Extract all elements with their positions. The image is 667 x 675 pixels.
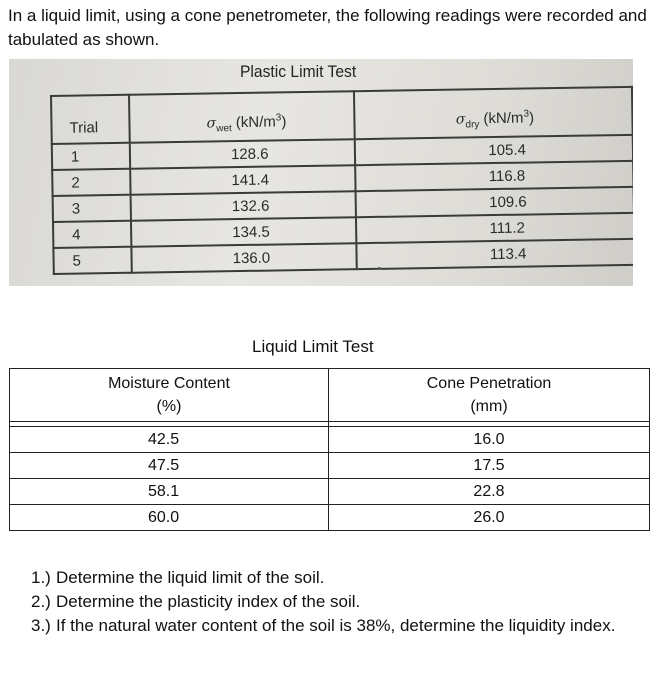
table-row bbox=[10, 505, 650, 531]
cone-cell: 26.0 bbox=[329, 505, 650, 531]
wet-cell: 132.6 bbox=[131, 191, 357, 221]
trial-cell: 4 bbox=[53, 221, 131, 248]
trial-header: Trial bbox=[51, 95, 130, 144]
dry-cell: 109.6 bbox=[356, 187, 633, 217]
trial-cell: 2 bbox=[52, 169, 130, 196]
question-item: 1.) Determine the liquid limit of the soil. bbox=[31, 568, 325, 587]
liquid-limit-header-row bbox=[10, 369, 650, 422]
moisture-cell: 42.5 bbox=[10, 427, 329, 453]
plastic-limit-title: Plastic Limit Test bbox=[240, 62, 357, 81]
liquid-limit-title: Liquid Limit Test bbox=[252, 337, 374, 356]
dry-cell: 113.4 bbox=[357, 239, 633, 269]
moisture-cell: 47.5 bbox=[10, 453, 329, 479]
wet-cell: 141.4 bbox=[130, 165, 356, 195]
problem-intro: In a liquid limit, using a cone penetrometer, the following readings were recorded and tabulated as shown. bbox=[8, 6, 647, 49]
cone-cell: 17.5 bbox=[329, 453, 650, 479]
table-row bbox=[10, 427, 650, 453]
wet-cell: 136.0 bbox=[131, 243, 357, 273]
table-row bbox=[10, 453, 650, 479]
trial-cell: 3 bbox=[53, 195, 131, 222]
dry-cell: 111.2 bbox=[356, 213, 633, 243]
moisture-cell: 58.1 bbox=[10, 479, 329, 505]
trial-cell: 1 bbox=[52, 143, 130, 170]
dry-cell: 105.4 bbox=[355, 135, 633, 165]
question-item: 2.) Determine the plasticity index of the soil. bbox=[31, 592, 361, 611]
moisture-cell: 60.0 bbox=[10, 505, 329, 531]
table-row bbox=[10, 479, 650, 505]
question-list bbox=[31, 566, 651, 638]
dry-unit-weight-header: $\sigma_{dry}$ $(kN/m^3)$ bbox=[354, 87, 632, 139]
paper-speck bbox=[378, 267, 381, 270]
cone-penetration-header: Cone Penetration (mm) bbox=[329, 369, 650, 422]
cone-cell: 22.8 bbox=[329, 479, 650, 505]
dry-cell: 116.8 bbox=[356, 161, 633, 191]
question-item: 3.) If the natural water content of the soil is 38%, determine the liquidity index. bbox=[31, 616, 616, 635]
liquid-limit-table bbox=[9, 368, 650, 531]
cone-cell: 16.0 bbox=[329, 427, 650, 453]
plastic-limit-table bbox=[50, 86, 633, 275]
moisture-content-header: Moisture Content (%) bbox=[10, 369, 329, 422]
trial-cell: 5 bbox=[53, 247, 131, 274]
wet-cell: 134.5 bbox=[131, 217, 357, 247]
wet-cell: 128.6 bbox=[130, 139, 356, 169]
wet-unit-weight-header: $\sigma_{wet}$ $(kN/m^3)$ bbox=[129, 91, 355, 143]
plastic-limit-photo bbox=[9, 59, 633, 286]
